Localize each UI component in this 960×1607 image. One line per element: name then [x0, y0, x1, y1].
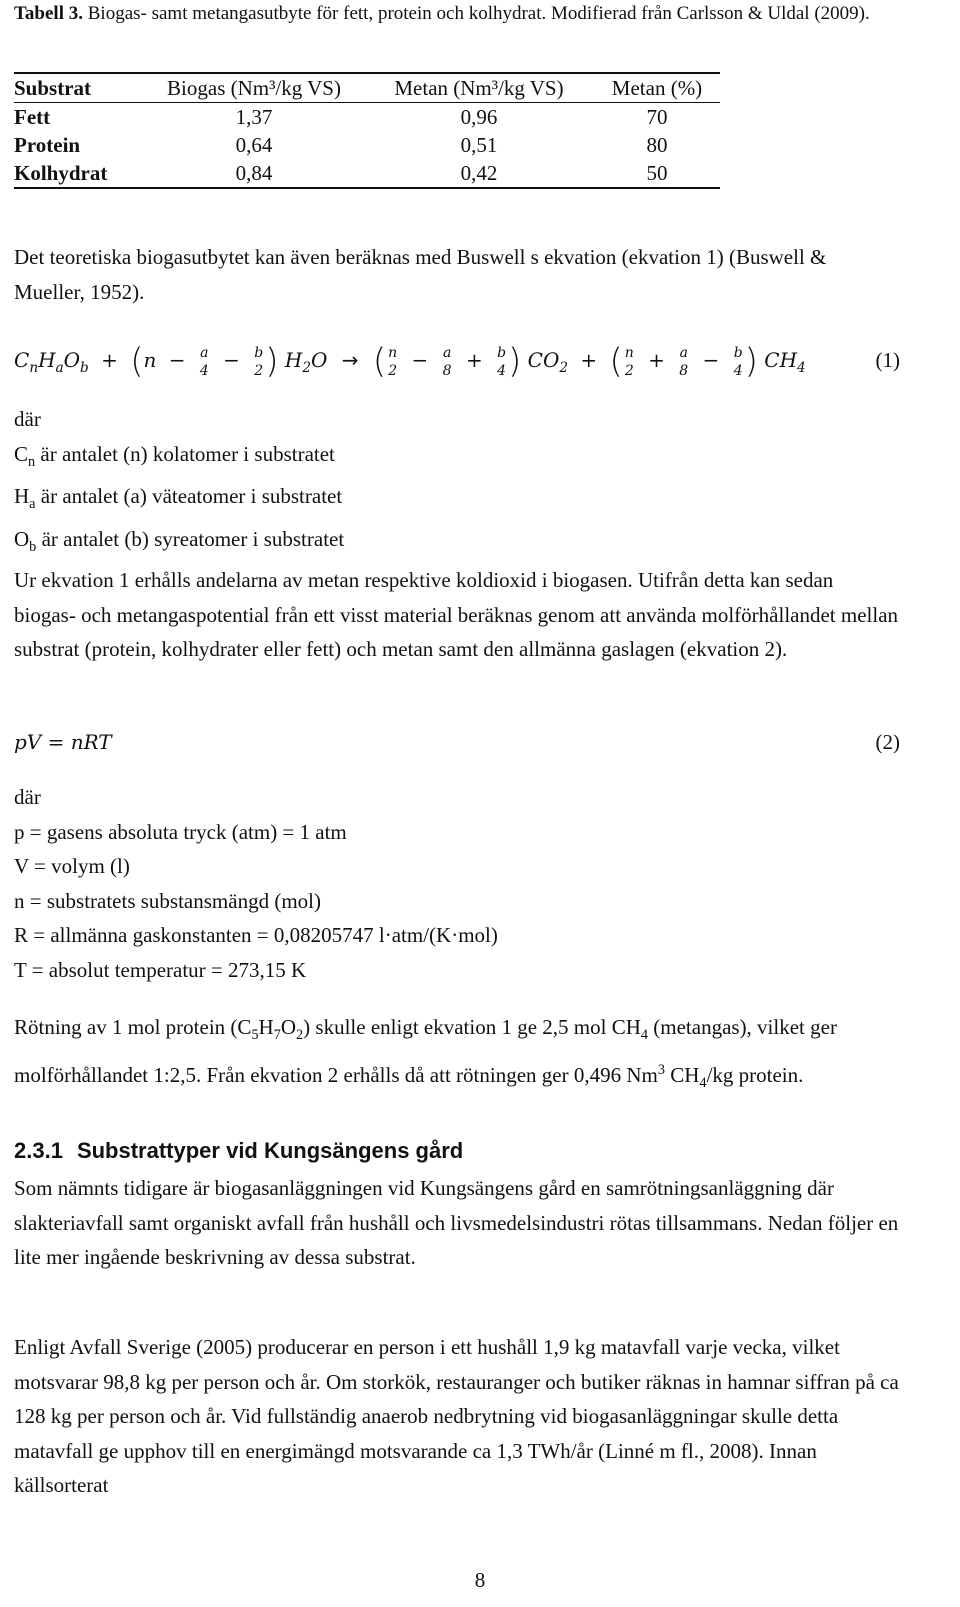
definition-line: $O_b$ är antalet (b) syreatomer i substratet	[14, 526, 345, 556]
paragraph-enligt-avfall: Enligt Avfall Sverige (2005) producerar en person i ett hushåll 1,9 kg matavfall varje vecka, vilket motsvarar 98,8 kg per person och år. Om storkök, restauranger och butiker räknas in hamnar siffran på ca 128 kg per person och år. Vid fullständig anaerob nedbrytning vid biogasanläggningar skulle detta matavfall ge upphov till en energimängd motsvarande ca 1,3 TWh/år (Linné m fl., 2008). Innan källsorterat	[14, 1335, 899, 1497]
table-cell: 0,84	[235, 161, 273, 185]
paragraph-ur-ekvation: Ur ekvation 1 erhålls andelarna av metan respektive koldioxid i biogasen. Utifrån detta kan sedan biogas- och metangaspotential från ett visst material beräknas genom att använda molförhållandet mellan substrat (protein, kolhydrater eller fett) och metan samt den allmänna gaslagen (ekvation 2).	[14, 568, 899, 661]
fraction-n-over-2: n 2	[388, 344, 398, 379]
paragraph-buswell: Det teoretiska biogasutbytet kan även beräknas med Buswell s ekvation (ekvation 1) (Buswell & Mueller, 1952).	[14, 245, 827, 304]
ideal-gas-law: pV = nRT	[14, 730, 112, 754]
page-number: 8	[474, 1568, 486, 1592]
fraction-n-over-2: n 2	[624, 344, 634, 379]
definition-line: R = allmänna gaskonstanten = 0,08205747 l·atm/(K·mol)	[14, 923, 498, 947]
table-row	[14, 103, 720, 132]
table-cell: 0,51	[460, 133, 498, 157]
table-header-row	[14, 73, 720, 103]
header-biogas: Biogas (Nm³/kg VS)	[167, 76, 341, 100]
caption-text: Biogas- samt metangasutbyte för fett, protein och kolhydrat. Modifierad från Carlsson & Uldal (2009).	[87, 3, 870, 24]
equation-number-1: (1)	[875, 348, 900, 372]
fraction-b-over-2: b 2	[254, 344, 264, 379]
definitions-eq2	[14, 780, 900, 987]
table-cell: 80	[646, 133, 668, 157]
table-row	[14, 159, 720, 188]
definition-line: T = absolut temperatur = 273,15 K	[14, 957, 307, 982]
fraction-a-over-8: a 8	[679, 344, 689, 379]
section-heading	[14, 1136, 463, 1166]
dar-label: där	[14, 407, 41, 431]
table-cell: Protein	[14, 133, 81, 157]
equation-1: $C_nH_aO_b + (n$ − a 4 − b 2 ) $H_2O$ → ( n 2 − a 8 + b 4 ) $CO_2$ + ( n 2 + a 8 − b 4 ) $CH_4$ (1)	[14, 330, 900, 390]
definition-line: $H_a$ är antalet (a) väteatomer i substratet	[14, 484, 343, 513]
table-caption	[14, 2, 894, 25]
fraction-b-over-4: b 4	[497, 344, 507, 379]
table-cell: 0,96	[460, 105, 498, 129]
paragraph-rotning: Rötning av 1 mol protein $(C_5H_7O_2)$ skulle enligt ekvation 1 ge 2,5 mol $CH_4$ (metangas), vilket ger molförhållandet 1:2,5. Från ekvation 2 erhålls då att rötningen ger 0,496 Nm$^3$ $CH_4/kg$ protein.	[14, 1015, 837, 1091]
reaction-arrow: →	[341, 348, 359, 372]
equation-2	[14, 722, 900, 762]
table-cell: Kolhydrat	[14, 161, 108, 185]
definition-line: n = substratets substansmängd (mol)	[14, 888, 321, 913]
table-cell: 70	[646, 105, 668, 129]
definition-line: p = gasens absoluta tryck (atm) = 1 atm	[14, 819, 347, 844]
paragraph-som-namnts: Som nämnts tidigare är biogasanläggningen vid Kungsängens gård en samrötningsanläggning där slakteriavfall samt organiskt avfall från hushåll och livsmedelsindustri rötas tillsammans. Nedan följer en lite mer ingående beskrivning av dessa substrat.	[14, 1176, 899, 1269]
section-number: 2.3.1	[14, 1138, 63, 1163]
definition-line: V = volym (l)	[14, 854, 130, 878]
definitions-eq1	[14, 402, 900, 565]
table-cell: 1,37	[235, 105, 273, 129]
table-cell: 0,64	[235, 133, 273, 157]
table-cell: 50	[646, 161, 668, 185]
substrate-yield-table	[14, 72, 720, 189]
dar-label: där	[14, 785, 41, 809]
table-cell: Fett	[14, 105, 51, 129]
fraction-a-over-4: a 4	[199, 344, 209, 379]
caption-label: Tabell 3.	[14, 3, 83, 24]
section-title: Substrattyper vid Kungsängens gård	[76, 1138, 464, 1163]
header-substrat: Substrat	[14, 76, 92, 100]
definition-line: $C_n$ är antalet (n) kolatomer i substratet	[14, 441, 335, 470]
table-cell: 0,42	[460, 161, 498, 185]
table-row	[14, 131, 720, 159]
fraction-b-over-4: b 4	[733, 344, 743, 379]
header-metan-percent: Metan (%)	[611, 76, 703, 100]
header-metan-volume: Metan (Nm³/kg VS)	[394, 76, 564, 100]
fraction-a-over-8: a 8	[442, 344, 452, 379]
equation-number-2: (2)	[875, 730, 900, 754]
